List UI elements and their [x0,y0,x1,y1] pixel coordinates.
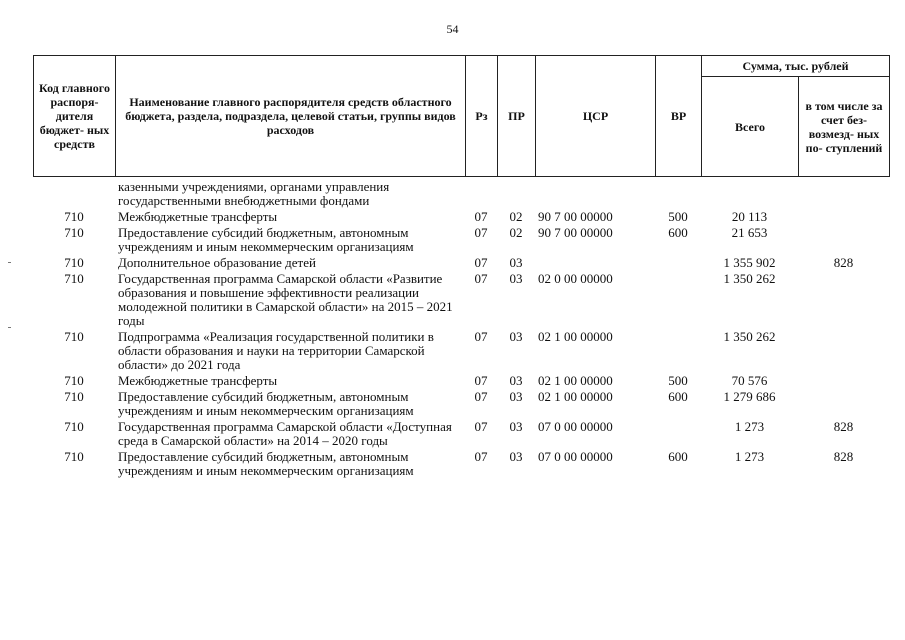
csr-cell: 90 7 00 00000 [538,209,613,224]
rz-cell: 07 [474,419,488,434]
code-cell: 710 [64,329,84,344]
code-cell: 710 [64,209,84,224]
table-header [33,55,890,177]
name-cell: Межбюджетные трансферты [118,209,278,224]
table-row [33,372,889,388]
vr-cell [655,178,701,208]
csr-cell: 02 1 00 00000 [538,373,613,388]
rz-cell [465,178,497,208]
pr-cell: 03 [509,373,523,388]
name-cell: Предоставление субсидий бюджетным, автономным учреждениям и иным некоммерческим организациям [118,225,414,254]
code-cell: 710 [64,419,84,434]
incl-cell: 828 [833,449,854,464]
table-row [33,418,889,448]
pr-cell: 02 [509,225,523,240]
name-cell: Предоставление субсидий бюджетным, автономным учреждениям и иным некоммерческим организациям [118,449,414,478]
code-cell: 710 [64,373,84,388]
vr-cell [655,328,701,372]
header-name: Наименование главного распорядителя средств областного бюджета, раздела, подраздела, целевой статьи, группы видов расходов [116,56,466,177]
header-csr: ЦСР [536,56,656,177]
pr-cell: 03 [509,389,523,404]
pr-cell: 03 [509,271,523,286]
rz-cell: 07 [474,329,488,344]
name-cell: Дополнительное образование детей [118,255,316,270]
table-row [33,178,889,208]
header-pr: ПР [498,56,536,177]
rz-cell: 07 [474,225,488,240]
pr-cell: 03 [509,419,523,434]
rz-cell: 07 [474,271,488,286]
rz-cell: 07 [474,389,488,404]
csr-cell: 02 0 00 00000 [538,271,613,286]
rz-cell: 07 [474,255,488,270]
incl-cell [798,372,889,388]
rz-cell: 07 [474,449,488,464]
rz-cell: 07 [474,209,488,224]
name-cell: Предоставление субсидий бюджетным, автономным учреждениям и иным некоммерческим организациям [118,389,414,418]
incl-cell: 828 [833,419,854,434]
pr-cell: 03 [509,449,523,464]
vr-cell: 600 [668,449,688,464]
name-cell: Межбюджетные трансферты [118,373,278,388]
total-cell: 1 355 902 [723,255,776,270]
total-cell: 1 273 [734,449,765,464]
code-cell [33,178,115,208]
budget-table [33,178,889,478]
pr-cell: 03 [509,329,523,344]
header-sum: Сумма, тыс. рублей [702,56,890,77]
total-cell: 20 113 [731,209,768,224]
header-incl: в том числе за счет без- возмезд- ных по- ступлений [799,77,890,177]
name-cell: Подпрограмма «Реализация государственной политики в области образования и науки на территории Самарской области» до 2021 года [118,329,434,372]
table-row [33,224,889,254]
vr-cell [655,270,701,328]
table-row [33,328,889,372]
csr-cell: 02 1 00 00000 [538,389,613,404]
code-cell: 710 [64,449,84,464]
table-row [33,270,889,328]
scan-mark [8,327,11,328]
csr-cell [535,254,655,270]
incl-cell [798,270,889,328]
code-cell: 710 [64,225,84,240]
header-rz: Рз [466,56,498,177]
pr-cell [497,178,535,208]
incl-cell [798,388,889,418]
pr-cell: 02 [509,209,523,224]
incl-cell [798,178,889,208]
code-cell: 710 [64,271,84,286]
table-row [33,388,889,418]
csr-cell: 07 0 00 00000 [538,449,613,464]
total-cell: 1 350 262 [723,329,776,344]
csr-cell: 07 0 00 00000 [538,419,613,434]
scan-mark [8,262,11,263]
total-cell: 1 350 262 [723,271,776,286]
total-cell: 21 653 [731,225,768,240]
table-row [33,448,889,478]
vr-cell: 500 [668,373,688,388]
incl-cell [798,328,889,372]
code-cell: 710 [64,389,84,404]
csr-cell: 02 1 00 00000 [538,329,613,344]
name-cell: Государственная программа Самарской области «Развитие образования и повышение эффективности реализации молодежной политики в Самарской области» на 2015 – 2021 годы [118,271,453,328]
total-cell: 1 279 686 [723,389,776,404]
vr-cell [655,254,701,270]
incl-cell [798,208,889,224]
table-row [33,254,889,270]
page-number: 54 [446,22,459,36]
csr-cell [535,178,655,208]
table-row [33,208,889,224]
total-cell: 70 576 [731,373,768,388]
pr-cell: 03 [509,255,523,270]
csr-cell: 90 7 00 00000 [538,225,613,240]
vr-cell [655,418,701,448]
vr-cell: 600 [668,225,688,240]
rz-cell: 07 [474,373,488,388]
total-cell: 1 273 [734,419,765,434]
header-total: Всего [702,77,799,177]
header-vr: ВР [656,56,702,177]
vr-cell: 500 [668,209,688,224]
name-cell: казенными учреждениями, органами управления государственными внебюджетными фондами [118,179,390,208]
vr-cell: 600 [668,389,688,404]
name-cell: Государственная программа Самарской области «Доступная среда в Самарской области» на 2014 – 2020 годы [118,419,452,448]
total-cell [701,178,798,208]
incl-cell: 828 [833,255,854,270]
incl-cell [798,224,889,254]
header-code: Код главного распоря- дителя бюджет- ных средств [34,56,116,177]
code-cell: 710 [64,255,84,270]
